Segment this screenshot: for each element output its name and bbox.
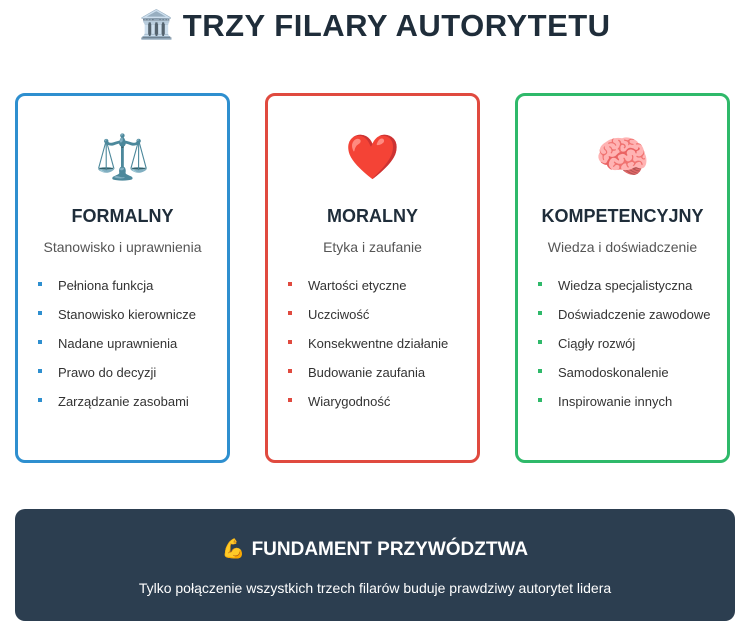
banner-title-text: FUNDAMENT PRZYWÓDZTWA — [251, 539, 529, 560]
list-item-label: Prawo do decyzji — [58, 365, 157, 380]
list-item — [536, 334, 715, 353]
pillar-title: KOMPETENCYJNY — [541, 206, 704, 226]
list-item — [36, 305, 215, 324]
bullet-icon — [538, 311, 542, 315]
pillar-list — [536, 276, 715, 421]
list-item-label: Wiedza specjalistyczna — [558, 278, 693, 293]
bullet-icon — [38, 311, 42, 315]
list-item-label: Ciągły rozwój — [558, 336, 636, 351]
list-item-label: Budowanie zaufania — [308, 365, 426, 380]
balance-scale-icon: ⚖️ — [95, 133, 150, 182]
foundation-banner — [15, 509, 735, 621]
list-item — [286, 363, 465, 382]
list-item — [286, 334, 465, 353]
bullet-icon — [288, 282, 292, 286]
pillar-competence — [515, 93, 730, 463]
pillar-list — [36, 276, 215, 421]
banner-text: Tylko połączenie wszystkich trzech filarów buduje prawdziwy autorytet lidera — [138, 580, 612, 596]
list-item-label: Inspirowanie innych — [558, 394, 673, 409]
page-title — [0, 8, 750, 44]
list-item — [536, 305, 715, 324]
list-item — [36, 363, 215, 382]
bullet-icon — [38, 398, 42, 402]
list-item-label: Wartości etyczne — [308, 278, 407, 293]
list-item — [536, 276, 715, 295]
pillar-subtitle: Wiedza i doświadczenie — [547, 239, 698, 255]
banner-title — [15, 537, 735, 561]
heart-icon: ❤️ — [345, 133, 400, 182]
page-title-text: TRZY FILARY AUTORYTETU — [182, 8, 611, 43]
classical-building-icon: 🏛️ — [139, 9, 175, 40]
list-item — [36, 334, 215, 353]
list-item-label: Stanowisko kierownicze — [58, 307, 197, 322]
list-item — [536, 392, 715, 411]
bullet-icon — [288, 398, 292, 402]
bullet-icon — [538, 398, 542, 402]
list-item — [536, 363, 715, 382]
bullet-icon — [38, 282, 42, 286]
list-item — [286, 276, 465, 295]
bullet-icon — [538, 282, 542, 286]
list-item-label: Uczciwość — [308, 307, 370, 322]
brain-icon: 🧠 — [595, 133, 650, 182]
bullet-icon — [538, 340, 542, 344]
list-item — [286, 392, 465, 411]
pillar-title: MORALNY — [327, 206, 418, 226]
pillar-subtitle: Etyka i zaufanie — [323, 239, 422, 255]
pillar-subtitle: Stanowisko i uprawnienia — [43, 239, 202, 255]
bullet-icon — [38, 369, 42, 373]
pillar-title: FORMALNY — [71, 206, 174, 226]
bullet-icon — [288, 369, 292, 373]
list-item — [36, 276, 215, 295]
bullet-icon — [38, 340, 42, 344]
list-item-label: Nadane uprawnienia — [58, 336, 178, 351]
bullet-icon — [538, 369, 542, 373]
flexed-biceps-icon: 💪 — [221, 539, 246, 560]
list-item-label: Wiarygodność — [308, 394, 391, 409]
list-item-label: Doświadczenie zawodowe — [558, 307, 711, 322]
pillar-formal — [15, 93, 230, 463]
list-item-label: Pełniona funkcja — [58, 278, 154, 293]
pillar-moral — [265, 93, 480, 463]
list-item-label: Zarządzanie zasobami — [58, 394, 189, 409]
bullet-icon — [288, 340, 292, 344]
bullet-icon — [288, 311, 292, 315]
list-item — [36, 392, 215, 411]
pillar-list — [286, 276, 465, 421]
list-item-label: Samodoskonalenie — [558, 365, 669, 380]
list-item — [286, 305, 465, 324]
list-item-label: Konsekwentne działanie — [308, 336, 449, 351]
